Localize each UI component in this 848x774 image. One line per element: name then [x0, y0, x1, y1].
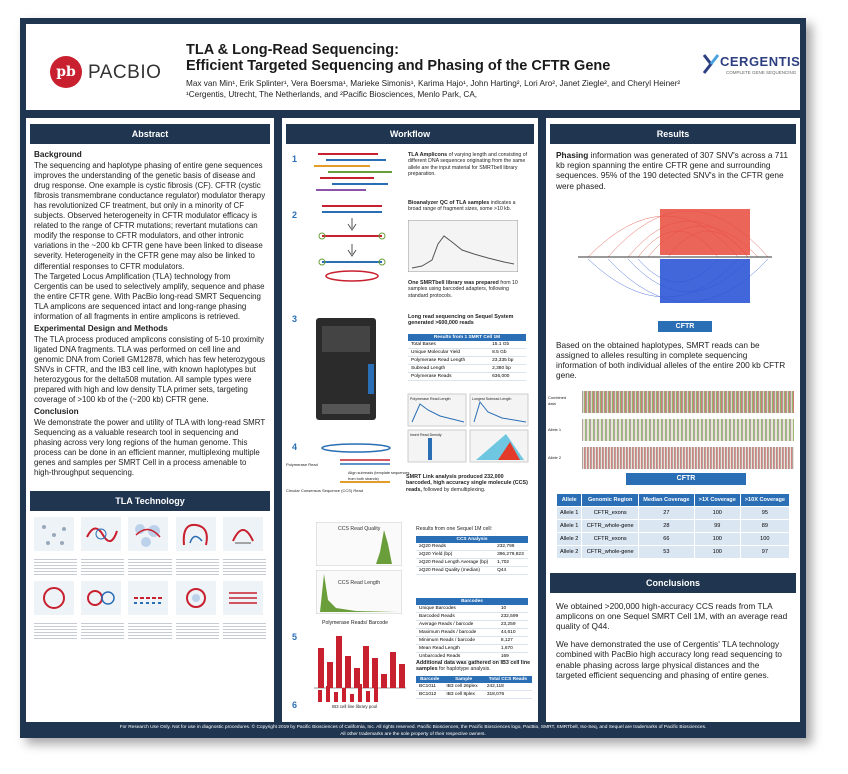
barcodes-table-title: Barcodes	[416, 598, 528, 605]
table-row	[416, 567, 528, 575]
table-row	[416, 559, 528, 567]
table-row	[408, 349, 526, 357]
step1-text	[408, 152, 528, 177]
table-cell: 10	[498, 605, 528, 613]
step4-text	[406, 474, 530, 493]
step2-title: One SMRTbell library was prepared	[408, 280, 499, 286]
table-cell: 2,380 bp	[489, 365, 526, 373]
smrtbell-prep-figure	[308, 202, 396, 284]
table-cell: BC1012	[416, 691, 443, 699]
tla-panel-image	[128, 581, 168, 615]
table-row	[408, 365, 526, 373]
table-cell: 636,000	[489, 373, 526, 381]
ccs-diagram-label: Circular Consensus Sequence (CCS) Read	[286, 488, 363, 493]
abstract-body	[26, 144, 274, 479]
table-row	[416, 543, 528, 551]
table-cell: IB3 cell 26plex	[443, 683, 483, 691]
table-cell: Allele 1	[557, 519, 582, 532]
title-line-2: Efficient Targeted Sequencing and Phasing of the CFTR Gene	[186, 58, 611, 74]
phasing-text	[546, 150, 800, 191]
table-cell: 1,670	[498, 645, 528, 653]
tla-panel-image	[81, 581, 121, 615]
ib3-library-chart	[312, 682, 402, 704]
cftr-track-label: CFTR	[626, 473, 746, 485]
haplotype-text: Based on the obtained haplotypes, SMRT reads can be assigned to alleles resulting in complete sequencing information of both individual alleles of the entire 200 kb CFTR gene.	[556, 339, 786, 381]
step2-description: from 10 samples using barcoded adapters, following standard protocols.	[408, 280, 518, 299]
table-row	[416, 613, 528, 621]
ccs-length-histogram	[316, 570, 402, 614]
workflow-step-number: 5	[292, 632, 298, 642]
table-cell: CFTR_whole-gene	[582, 519, 639, 532]
allele-1-track	[582, 419, 794, 441]
pacbio-logo-text: PACBIO	[88, 62, 162, 83]
allele-2-track	[582, 447, 794, 469]
footer-line-2: All other trademarks are the sole property of their respective owners.	[340, 732, 486, 737]
table-cell: Minimum Reads / barcode	[416, 637, 498, 645]
table-cell: IB3 cell 8plex	[443, 691, 483, 699]
table-cell: Mean Read Length	[416, 645, 498, 653]
table-cell: 53	[638, 545, 694, 558]
workflow-step-number: 4	[292, 442, 298, 452]
table-cell: 99	[694, 519, 740, 532]
ccs-diagram	[310, 442, 402, 492]
table-cell: ≥Q20 Reads	[416, 543, 494, 551]
step4-description: followed by demultiplexing.	[423, 486, 486, 493]
table-header: >1X Coverage	[694, 493, 740, 506]
conclusions-heading: Conclusions	[550, 573, 796, 593]
ccs-analysis-table	[416, 536, 528, 575]
table-cell: 100	[694, 506, 740, 519]
methods-text: The TLA process produced amplicons consisting of 5-10 proximity ligated DNA fragments. TLA was performed on cell line and genomic DNA from Coriell GM12878, which has few heterozygous SNVs in CFTR, and the IB3 cell line, with known haplotypes but heterozygous for the delta508 mutation. All sample types were prepared with high and low density TLA primer sets, targeting coverage of >100 kb of the (~200 kb) CFTR gene.	[34, 334, 266, 405]
table-cell: 28	[638, 519, 694, 532]
table-cell: 396,279,823	[494, 551, 528, 559]
table-row	[416, 621, 528, 629]
table-cell: Unique Barcodes	[416, 605, 498, 613]
tla-panel	[223, 517, 266, 577]
tla-panel	[81, 517, 124, 577]
tla-technology-figure	[26, 511, 274, 647]
workflow-body	[282, 144, 538, 714]
ccs-table-title: CCS Analysis	[416, 536, 528, 543]
table-cell: 242,118	[484, 683, 532, 691]
table-cell: Unique Molecular Yield	[408, 349, 489, 357]
table-row	[416, 637, 528, 645]
table-cell: 1,702	[494, 559, 528, 567]
table-header: Sample	[443, 676, 483, 683]
conclusion-text: We demonstrate the power and utility of TLA with long-read SMRT Sequencing as a valuable research tool in sequencing and phasing across very long regions of the human genome. This process can be done in an efficient manner, multiplexing multiple genes and samples per SMRT Cell in a process amenable to high-throughput sequencing.	[34, 418, 265, 478]
table-cell: Allele 2	[557, 532, 582, 545]
table-cell: 100	[694, 532, 740, 545]
table-row	[557, 506, 790, 519]
table-row	[557, 519, 790, 532]
workflow-step-number: 6	[292, 700, 298, 710]
background-text-2: The Targeted Locus Amplification (TLA) technology from Cergentis can be used to selectively amplify, sequence and phase the entire CFTR gene. With PacBio long-read SMRT Sequencing TLA amplicons are sequenced intact and long-range phasing information of all fragments in entire amplicons is retrieved.	[34, 271, 265, 321]
table-cell: 232,799	[494, 543, 528, 551]
track-label: Combined data	[548, 394, 567, 406]
tla-panel	[223, 581, 266, 641]
table-cell: 232,599	[498, 613, 528, 621]
track-label: Allele 1	[548, 426, 562, 432]
poster	[20, 18, 806, 738]
table-cell: 44,610	[498, 629, 528, 637]
table-row	[416, 645, 528, 653]
table-row	[416, 605, 528, 613]
methods-heading: Experimental Design and Methods	[34, 323, 168, 333]
step1-description: of varying length and consisting of different DNA sequences originating from the same allele are the input material for SMRTbell library preparation.	[408, 152, 528, 177]
sequel-instrument-image	[312, 314, 380, 424]
step6-text	[416, 660, 532, 673]
table-header: Median Coverage	[638, 493, 694, 506]
tla-technology-heading: TLA Technology	[30, 491, 270, 511]
step3-title: Long read sequencing on Sequel System generated >600,000 reads	[408, 314, 514, 327]
tla-panel	[128, 581, 171, 641]
table-header: Allele	[557, 493, 582, 506]
phasing-arc-plot	[568, 195, 778, 321]
abstract-column	[26, 118, 274, 722]
step4-title: SMRT Link analysis produced 232,000 barcoded, high accuracy single molecule (CCS) reads,	[406, 474, 528, 493]
table-row	[408, 373, 526, 381]
workflow-step-number: 2	[292, 210, 298, 220]
table-cell: Maximum Reads / barcode	[416, 629, 498, 637]
table-cell: Average Reads / barcode	[416, 621, 498, 629]
plot-label: Longest Subread Length	[472, 397, 512, 401]
table-cell: CFTR_exons	[582, 506, 639, 519]
tla-panel-image	[81, 517, 121, 551]
table-cell: Subread Length	[408, 365, 489, 373]
allele-coverage-table	[556, 493, 790, 559]
workflow-column	[282, 118, 538, 722]
table-header: Total CCS Reads	[484, 676, 532, 683]
poster-footer	[20, 724, 806, 738]
step1-title: TLA Amplicons	[408, 152, 448, 158]
tla-panel-image	[34, 517, 74, 551]
table-cell: Barcoded Reads	[416, 613, 498, 621]
results-column	[546, 118, 800, 722]
ccs-diagram-label: Align subreads (template sequences from both strands)	[348, 471, 410, 482]
step2-text	[408, 280, 528, 299]
tla-panel	[176, 517, 219, 577]
table-cell: 8,127	[498, 637, 528, 645]
ccs-results-title: Results from one Sequel 1M cell:	[416, 526, 493, 532]
table-header: Barcode	[416, 676, 443, 683]
poster-title	[186, 42, 610, 74]
table-cell: CFTR_whole-gene	[582, 545, 639, 558]
sequencing-table-title: Results from 1 SMRT Cell 1M	[408, 334, 526, 341]
bioanalyzer-plot	[408, 220, 518, 272]
track-label: Allele 2	[548, 454, 562, 460]
read-length-plots	[406, 392, 530, 464]
table-cell: Allele 2	[557, 545, 582, 558]
title-line-1: TLA & Long-Read Sequencing:	[186, 42, 399, 58]
tla-panel-image	[223, 517, 263, 551]
conclusion-heading: Conclusion	[34, 407, 79, 417]
table-cell: ≥Q20 Yield (bp)	[416, 551, 494, 559]
bioanalyzer-description: indicates a broad range of fragment sizes, some >10 kb.	[408, 200, 516, 213]
tla-amplicons-figure	[308, 150, 396, 198]
workflow-heading: Workflow	[286, 124, 534, 144]
background-heading: Background	[34, 150, 82, 159]
author-block	[186, 78, 680, 100]
pacbio-logo-mark: pb	[50, 56, 82, 88]
table-cell: 97	[740, 545, 789, 558]
tla-panel-image	[34, 581, 74, 615]
poster-header	[26, 24, 800, 110]
tla-panel	[34, 581, 77, 641]
table-cell: Polymerase Reads	[408, 373, 489, 381]
workflow-step-number: 1	[292, 154, 298, 164]
table-cell: BC1011	[416, 683, 443, 691]
table-row	[416, 683, 532, 691]
table-cell: 15.1 Gb	[489, 341, 526, 349]
tla-panel-image	[223, 581, 263, 615]
plot-label: Insert Read Density	[410, 433, 442, 437]
workflow-step-number: 3	[292, 314, 298, 324]
table-row	[416, 691, 532, 699]
phasing-lead: Phasing	[556, 150, 589, 160]
table-row	[557, 532, 790, 545]
table-cell: Polymerase Read Length	[408, 357, 489, 365]
tla-panel	[81, 581, 124, 641]
phasing-description: information was generated of 307 SNV's across a 711 kb region spanning the entire CFTR gene and surrounding sequences. 95% of the 190 detected SNV's in the CFTR gene were phased.	[556, 150, 789, 191]
background-text: The sequencing and haplotype phasing of entire gene sequences improves the understanding of the genetic basis of disease and drug response. One example is cystic fibrosis (CF). CFTR (cystic fibrosis transmembrane conductance regulator) modulator therapy has revolutionized CF treatment, but only in a minority of CF subjects. Observed heterogeneity in CFTR modulator efficacy is related to the range of CFTR mutations; revertant mutations can modify the response to CFTR modulators, and other intronic variations in the ~200 kb CFTR gene have been linked to disease severity. Heterogeneity in the CFTR gene may also be linked to differential responses to CFTR modulators.	[34, 161, 266, 271]
ib3-caption: IB3 cell line library pool	[332, 704, 378, 709]
table-cell: 100	[740, 532, 789, 545]
authors: Max van Min¹, Erik Splinter¹, Vera Boersma¹, Marieke Simonis¹, Karima Hajo¹, John Harting², Lori Aro², Janet Ziegle², and Cheryl Heiner²	[186, 79, 681, 88]
tla-panel	[128, 517, 171, 577]
table-cell: CFTR_exons	[582, 532, 639, 545]
sequencing-results-table	[408, 334, 526, 381]
tla-panel-image	[176, 581, 216, 615]
table-row	[408, 341, 526, 349]
conclusions-text-1: We obtained >200,000 high-accuracy CCS reads from TLA amplicons on one Sequel SMRT Cell 1M, with an average read quality of Q44.	[556, 600, 788, 632]
ccs-quality-label: CCS Read Quality	[338, 526, 381, 532]
table-cell: Allele 1	[557, 506, 582, 519]
table-cell: Q44	[494, 567, 528, 575]
step6-description: for haplotype analysis.	[439, 666, 491, 673]
table-cell: 27	[638, 506, 694, 519]
table-row	[416, 629, 528, 637]
tla-panel	[34, 517, 77, 577]
combined-data-track	[582, 391, 794, 413]
ccs-diagram-label: Polymerase Read	[286, 462, 318, 467]
table-row	[557, 545, 790, 558]
table-cell: 66	[638, 532, 694, 545]
cergentis-logo-icon	[702, 51, 720, 77]
table-cell: Unbarcoded Reads	[416, 653, 498, 661]
table-cell: 89	[740, 519, 789, 532]
affiliations: ¹Cergentis, Utrecht, The Netherlands, and ²Pacific Biosciences, Menlo Park, CA,	[186, 90, 478, 99]
table-cell: ≥Q20 Read Quality (median)	[416, 567, 494, 575]
bioanalyzer-text	[408, 200, 528, 213]
cergentis-logo-text: CERGENTIS	[720, 54, 801, 69]
tla-panel	[176, 581, 219, 641]
cftr-label: CFTR	[658, 321, 712, 332]
abstract-heading: Abstract	[30, 124, 270, 144]
step3-text	[408, 314, 532, 327]
table-cell: 169	[498, 653, 528, 661]
table-header: Genomic Region	[582, 493, 639, 506]
table-header: >10X Coverage	[740, 493, 789, 506]
ib3-table	[416, 676, 532, 699]
bioanalyzer-title: Bioanalyzer QC of TLA samples	[408, 200, 490, 206]
table-cell: 8.5 Gb	[489, 349, 526, 357]
table-cell: ≥Q20 Read Length Average (bp)	[416, 559, 494, 567]
table-cell: 23,335 bp	[489, 357, 526, 365]
cergentis-tagline: COMPLETE GENE SEQUENCING	[726, 70, 797, 75]
table-row	[416, 551, 528, 559]
plot-label: Polymerase Read Length	[410, 397, 451, 401]
table-cell: 318,076	[484, 691, 532, 699]
footer-line-1: For Research Use Only. Not for use in diagnostic procedures. © Copyright 2019 by Pacific Biosciences of California, Inc. All rights reserved. Pacific Biosciences, the Pacific Biosciences logo, PacBio, SMRT, SMRTbell, Iso-Seq, and Sequel are trademarks of Pacific Biosciences.	[119, 725, 707, 730]
table-cell: Total Bases	[408, 341, 489, 349]
step6-title: Additional data was gathered on IB3 cell line samples	[416, 660, 531, 673]
tla-panel-image	[128, 517, 168, 551]
table-cell: 95	[740, 506, 789, 519]
barcodes-table	[416, 598, 528, 661]
allele-coverage-tracks	[546, 385, 800, 489]
conclusions-text-2: We have demonstrated the use of Cergentis' TLA technology combined with PacBio high accuracy long read sequencing to enable phasing across large physical distances and the targeted efficient sequencing and phasing of entire genes.	[556, 639, 782, 680]
ccs-length-label: CCS Read Length	[338, 580, 381, 586]
results-heading: Results	[550, 124, 796, 144]
table-cell: 100	[694, 545, 740, 558]
tla-panel-image	[176, 517, 216, 551]
table-row	[408, 357, 526, 365]
table-cell: 23,259	[498, 621, 528, 629]
barcode-chart-title: Polymerase Reads/ Barcode	[322, 620, 389, 626]
